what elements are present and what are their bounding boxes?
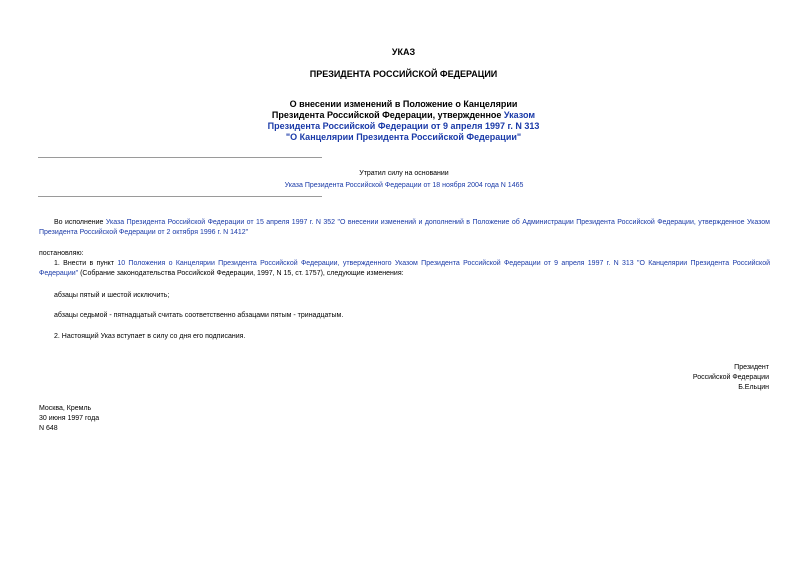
top-divider	[38, 157, 322, 158]
status-note-text: Утратил силу на основании	[359, 170, 449, 177]
repeal-decree-link[interactable]: Указа Президента Российской Федерации от 18 ноября 2004 года N 1465	[284, 182, 524, 189]
place-date: 30 июня 1997 года	[39, 415, 100, 422]
subtitle-line-2-text: Президента Российской Федерации, утвержденное	[271, 110, 504, 120]
subtitle-line-3	[0, 121, 807, 132]
signature-country: Российской Федерации	[692, 374, 769, 381]
subtitle-decree-name-link[interactable]: "О Канцелярии Президента Российской Федерации"	[285, 132, 522, 142]
item-1-paragraph	[39, 259, 770, 279]
item-2-paragraph: 2. Настоящий Указ вступает в силу со дня его подписания.	[54, 333, 246, 340]
item-1-regulation-link[interactable]: 10 Положения о Канцелярии Президента Российской Федерации, утвержденного Указом Президента Российской Федерации от 9 апреля 1997 г. N 313 "О Канцелярии Президента Российской Федерации"	[39, 260, 770, 277]
intro-decree-link[interactable]: Указа Президента Российской Федерации от 15 апреля 1997 г. N 352 "О внесении изменений и дополнений в Положение об Администрации Президента Российской Федерации, утвержденное Указом Президента Российской Федерации от 2 октября 1996 г. N 1412"	[39, 219, 770, 236]
item-1-a: абзацы пятый и шестой исключить;	[54, 292, 170, 299]
signature-name: Б.Ельцин	[738, 384, 769, 391]
document-number: N 648	[39, 425, 58, 432]
subtitle-decree-ref-link[interactable]: Президента Российской Федерации от 9 апреля 1997 г. N 313	[267, 121, 540, 131]
subtitle-decree-link[interactable]: Указом	[503, 110, 536, 120]
intro-prefix: Во исполнение	[54, 219, 106, 226]
signature-block	[693, 363, 769, 393]
document-issuer: ПРЕЗИДЕНТА РОССИЙСКОЙ ФЕДЕРАЦИИ	[309, 69, 498, 79]
subtitle-line-4	[0, 132, 807, 143]
status-note	[250, 168, 558, 192]
item-1-suffix: (Собрание законодательства Российской Федерации, 1997, N 15, ст. 1757), следующие изменения:	[78, 270, 404, 277]
document-subtitle	[0, 99, 807, 143]
bottom-divider	[38, 196, 322, 197]
signature-title: Президент	[734, 364, 769, 371]
subtitle-line-2	[0, 110, 807, 121]
document-title: УКАЗ	[391, 47, 416, 57]
intro-paragraph	[39, 218, 770, 238]
decree-word: постановляю:	[39, 250, 84, 257]
item-1-b: абзацы седьмой - пятнадцатый считать соответственно абзацами пятым - тринадцатым.	[54, 312, 344, 319]
subtitle-line-1: О внесении изменений в Положение о Канцелярии	[289, 99, 518, 109]
item-1-prefix: 1. Внести в пункт	[54, 260, 118, 267]
place-date-block	[39, 404, 99, 434]
place-city: Москва, Кремль	[39, 405, 92, 412]
